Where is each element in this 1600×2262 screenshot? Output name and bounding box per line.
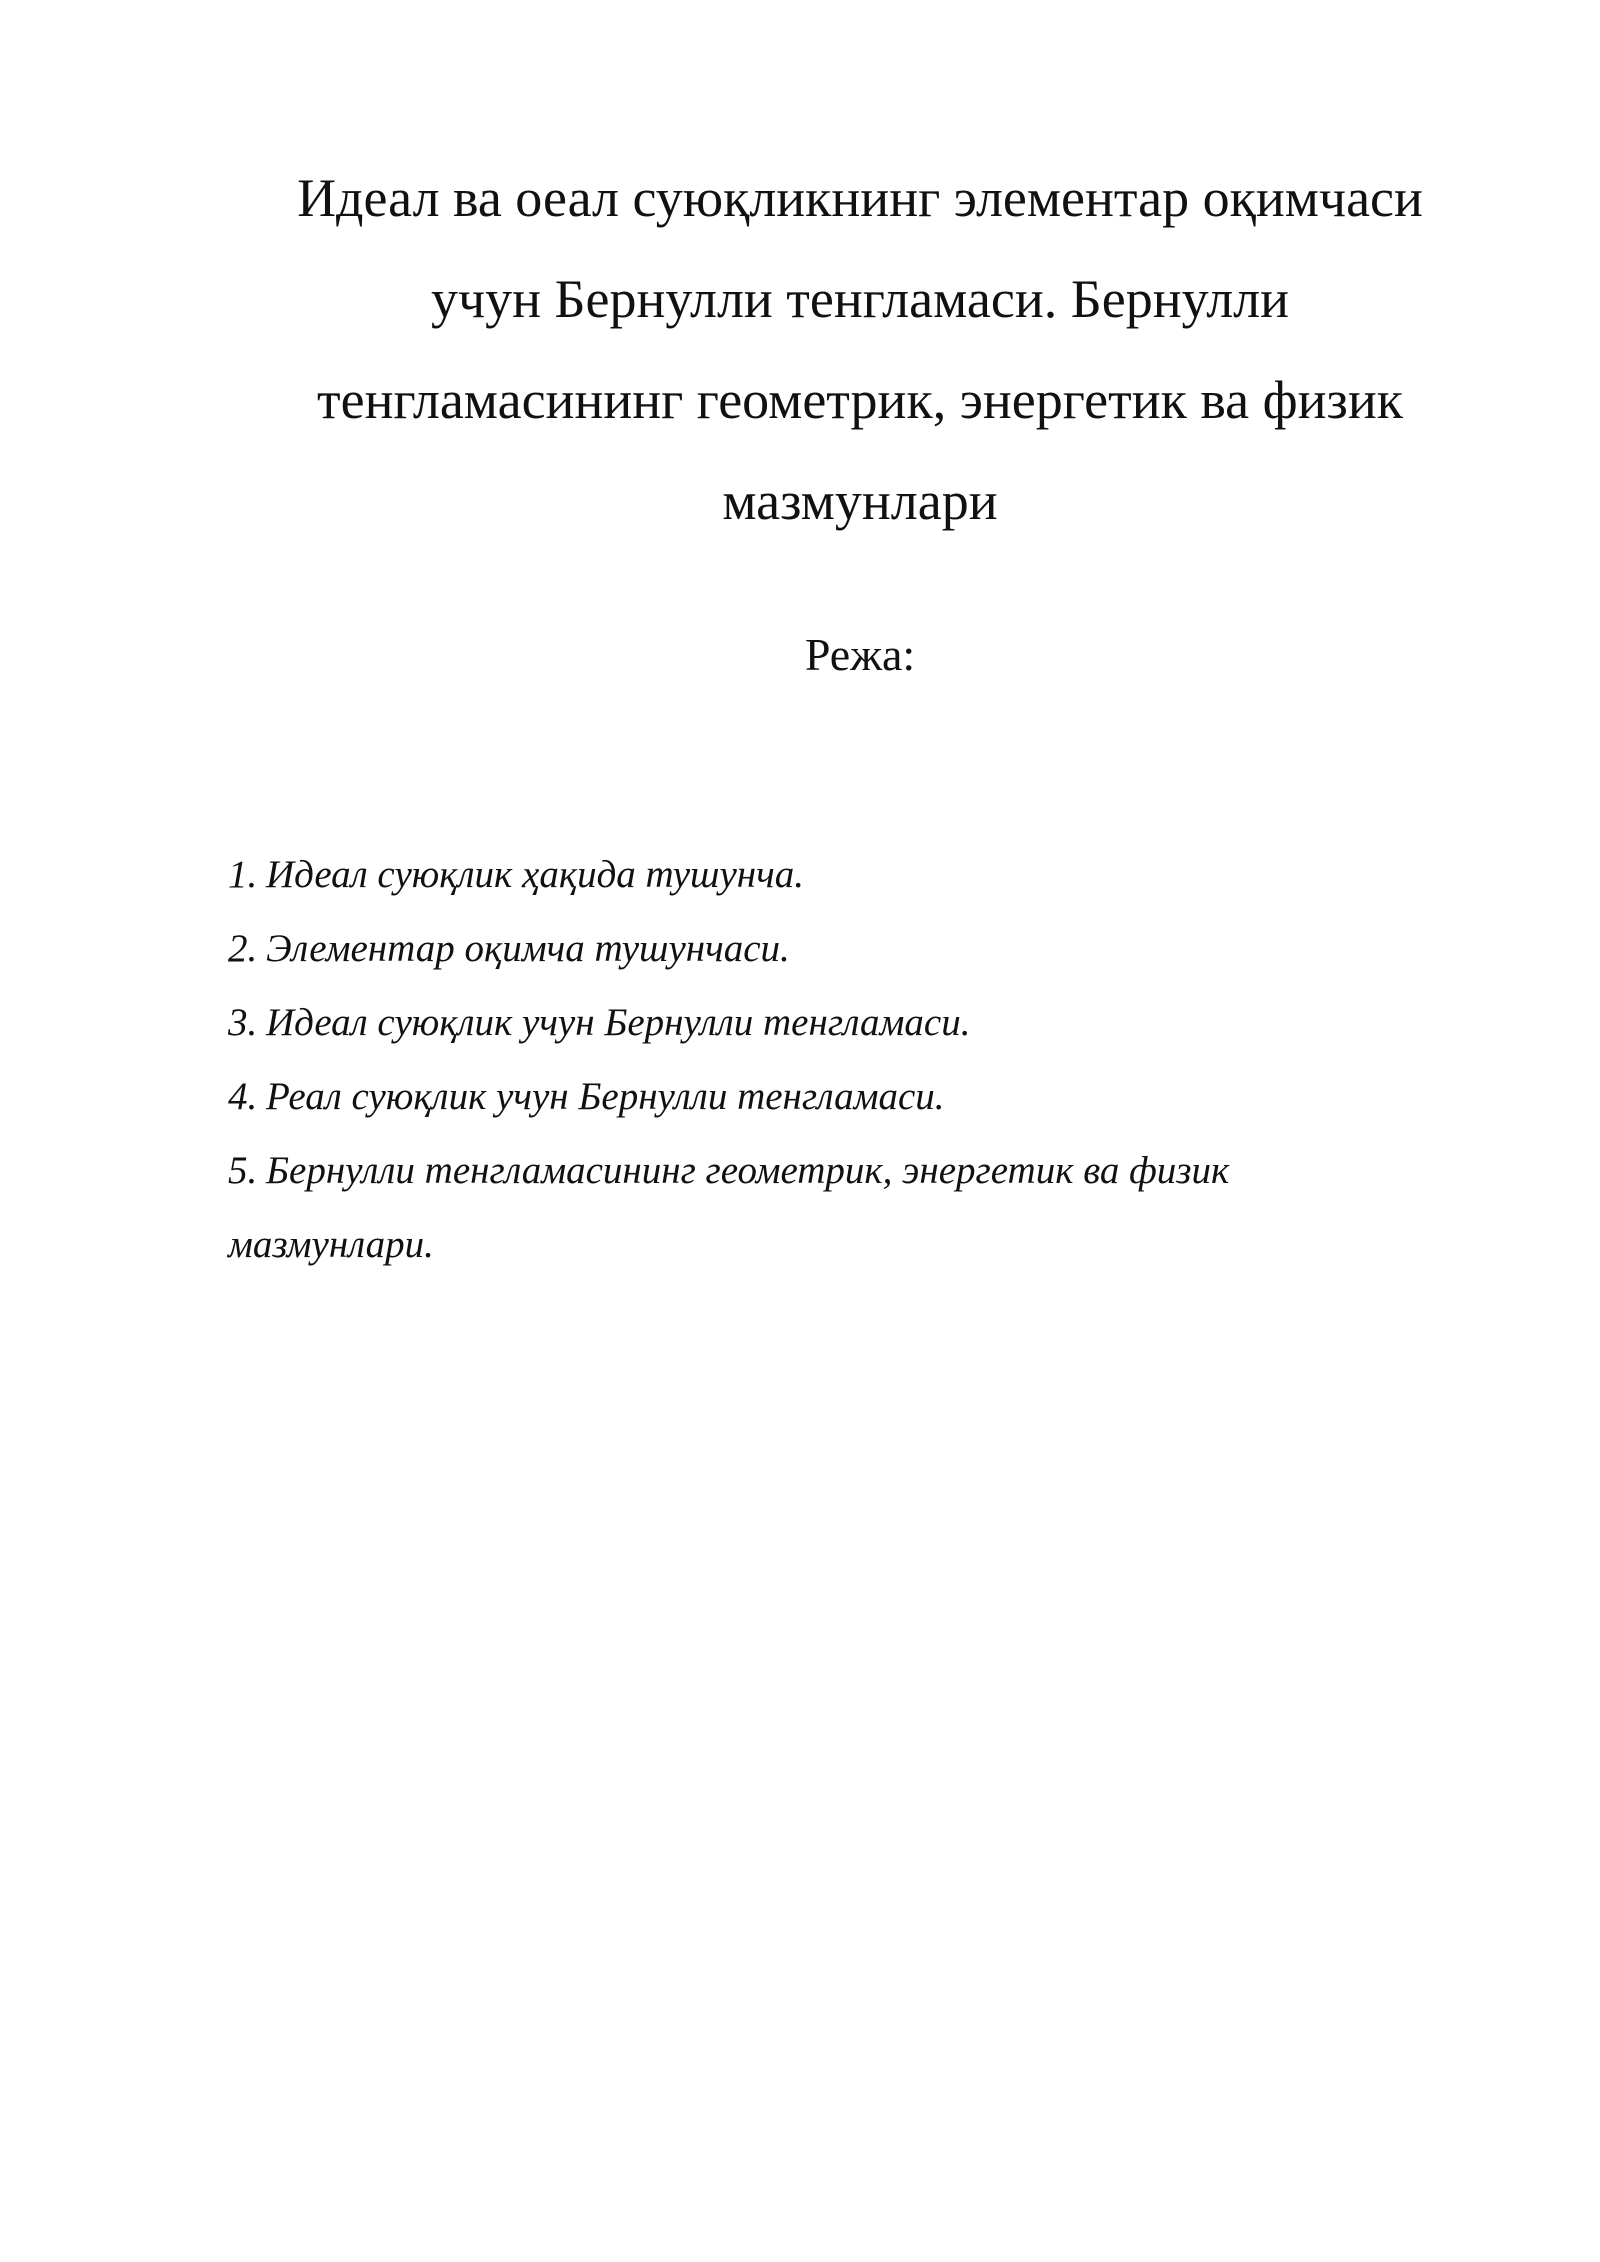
list-item-number: 4. bbox=[228, 1075, 258, 1118]
list-item-text: мазмунлари. bbox=[228, 1223, 434, 1266]
list-item-number: 2. bbox=[228, 927, 258, 970]
list-item bbox=[228, 912, 1428, 986]
plan-heading: Режа: bbox=[804, 629, 916, 680]
list-item-number: 3. bbox=[228, 1001, 258, 1044]
title-line: учун Бернулли тенгламаси. Бернулли bbox=[430, 269, 1290, 329]
list-item bbox=[228, 838, 1428, 912]
list-item-continuation bbox=[228, 1208, 1428, 1282]
list-item-text: Идеал суюқлик учун Бернулли тенгламаси. bbox=[266, 1001, 971, 1044]
list-item-number: 5. bbox=[228, 1149, 258, 1192]
list-item-text: Элементар оқимча тушунчаси. bbox=[266, 927, 790, 970]
list-item bbox=[228, 1134, 1428, 1208]
plan-list bbox=[228, 838, 1428, 1282]
list-item-text: Реал суюқлик учун Бернулли тенгламаси. bbox=[266, 1075, 945, 1118]
list-item-text: Бернулли тенгламасининг геометрик, энергетик ва физик bbox=[266, 1149, 1230, 1192]
title-line: тенгламасининг геометрик, энергетик ва физик bbox=[317, 370, 1403, 430]
document-title bbox=[230, 148, 1490, 552]
title-line: мазмунлари bbox=[722, 471, 998, 531]
list-item bbox=[228, 986, 1428, 1060]
list-item-number: 1. bbox=[228, 853, 258, 896]
title-line: Идеал ва оеал суюқликнинг элементар оқимчаси bbox=[297, 168, 1423, 228]
list-item bbox=[228, 1060, 1428, 1134]
list-item-text: Идеал суюқлик ҳақида тушунча. bbox=[266, 853, 805, 896]
